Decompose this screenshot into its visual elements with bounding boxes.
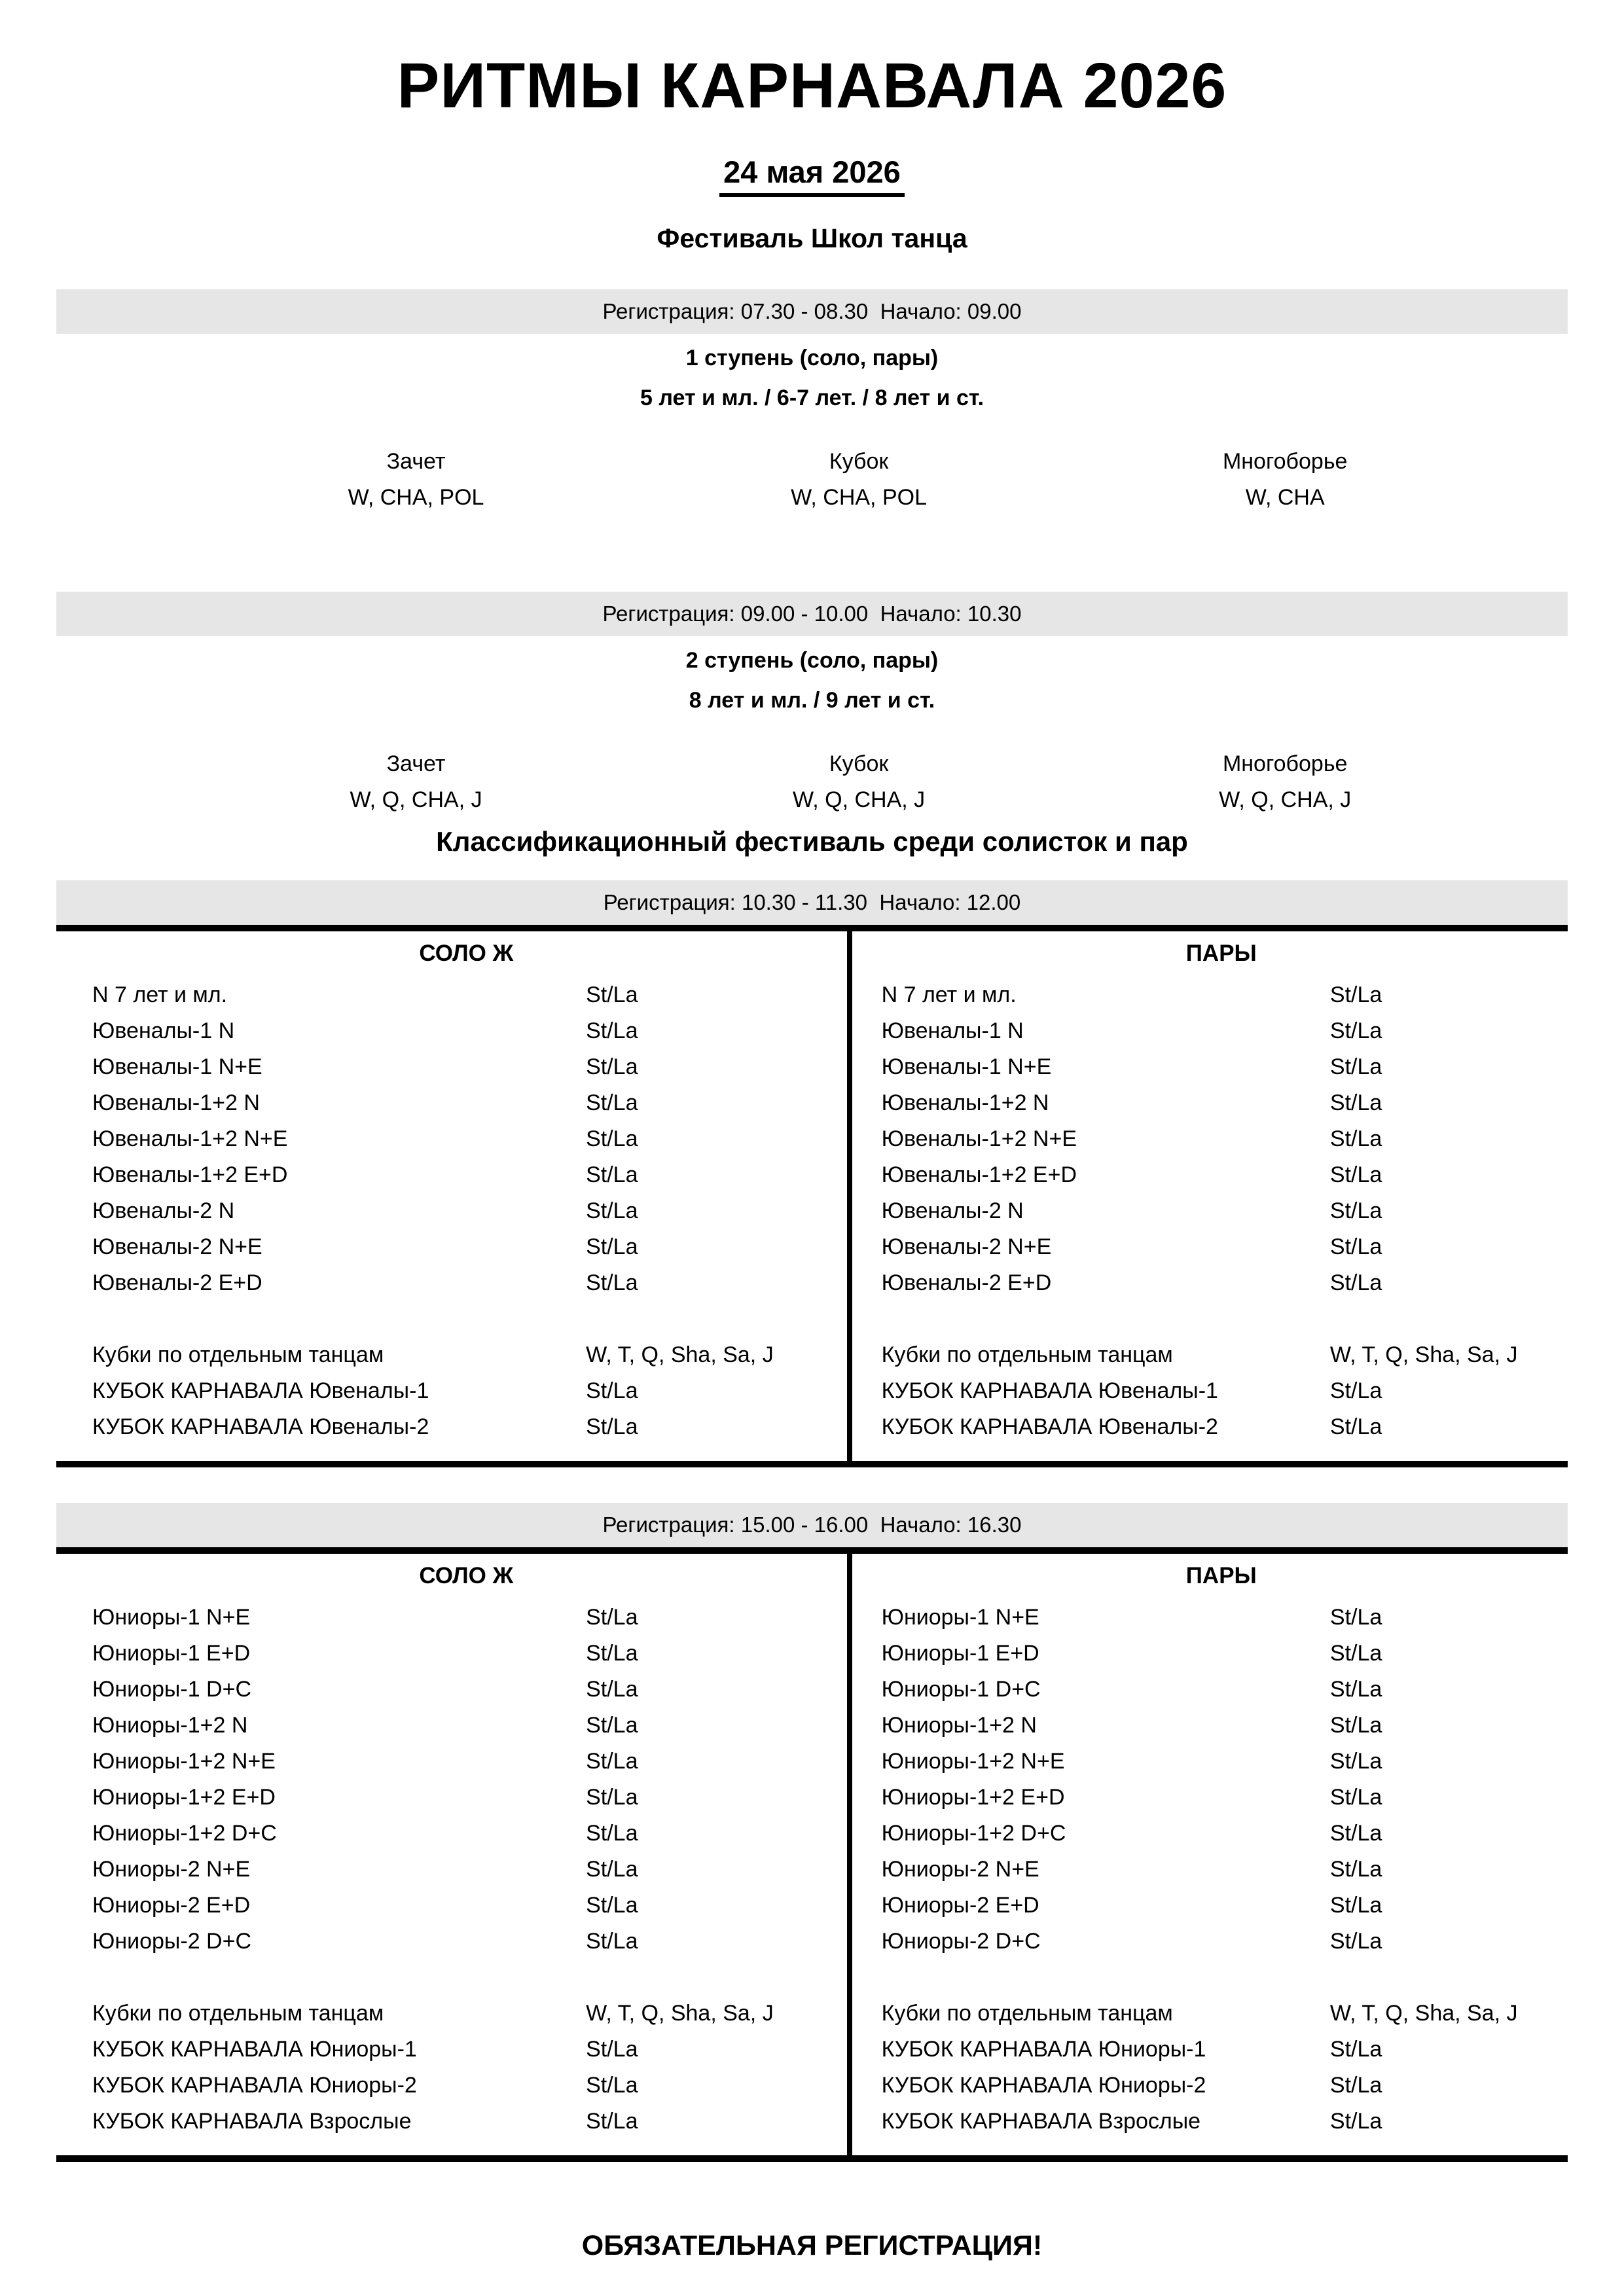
table-row (92, 1085, 840, 1121)
row-program: St/La (586, 1378, 638, 1403)
classification-session-1 (56, 880, 1568, 1467)
stage-1-title: 1 ступень (соло, пары) (685, 345, 939, 370)
solo-column-header: СОЛО Ж (419, 1562, 514, 1588)
table-row (92, 1672, 840, 1708)
row-program: St/La (586, 2108, 638, 2134)
table-row (92, 1960, 840, 1996)
row-program: St/La (1329, 2036, 1382, 2062)
row-category: Ювеналы-2 E+D (881, 1270, 1052, 1295)
table-row (882, 1337, 1561, 1373)
row-category: Юниоры-2 D+C (92, 1928, 252, 1954)
row-program: St/La (1329, 1712, 1382, 1738)
column-mnogoborye (1223, 449, 1348, 511)
registration-bar-stage-2: Регистрация: 09.00 - 10.00 Начало: 10.30 (56, 592, 1568, 636)
row-category: Юниоры-1+2 D+C (92, 1820, 277, 1846)
row-program: St/La (1329, 1126, 1382, 1151)
row-program: St/La (586, 1162, 638, 1187)
column-title: Многоборье (1222, 448, 1348, 474)
row-program: St/La (1329, 1856, 1382, 1882)
table-row (882, 2068, 1561, 2104)
table-row (882, 1193, 1561, 1229)
row-program: W, T, Q, Sha, Sa, J (586, 1342, 774, 1367)
row-program: St/La (1329, 1820, 1382, 1846)
row-category: КУБОК КАРНАВАЛА Взрослые (92, 2108, 412, 2134)
table-row (882, 1121, 1561, 1157)
column-dances: W, CHA, POL (791, 484, 927, 510)
table-row (92, 1744, 840, 1780)
row-category: Юниоры-1 E+D (881, 1640, 1039, 1666)
row-program: St/La (586, 1054, 638, 1079)
row-program: St/La (1329, 1234, 1382, 1259)
column-title: Кубок (829, 751, 889, 776)
row-program: St/La (1329, 1414, 1382, 1439)
table-row (882, 1780, 1561, 1816)
pairs-column (847, 931, 1568, 1461)
row-category: Юниоры-2 E+D (881, 1892, 1039, 1918)
stage-2-ages: 8 лет и мл. / 9 лет и ст. (689, 687, 935, 713)
row-category: КУБОК КАРНАВАЛА Юниоры-1 (881, 2036, 1206, 2062)
classification-heading: Классификационный фестиваль среди солисток и пар (436, 825, 1188, 857)
table-row (882, 1816, 1561, 1852)
row-category: Кубки по отдельным танцам (881, 1342, 1173, 1367)
row-category: КУБОК КАРНАВАЛА Юниоры-1 (92, 2036, 417, 2062)
row-category: Юниоры-2 D+C (881, 1928, 1041, 1954)
row-category: КУБОК КАРНАВАЛА Ювеналы-1 (881, 1378, 1218, 1403)
mandatory-registration-note: ОБЯЗАТЕЛЬНАЯ РЕГИСТРАЦИЯ! (581, 2229, 1043, 2261)
table-row (882, 1265, 1561, 1301)
session-2-table (56, 1547, 1568, 2162)
table-row (882, 1888, 1561, 1924)
table-row (882, 2104, 1561, 2140)
row-program: St/La (586, 1928, 638, 1954)
page-title: РИТМЫ КАРНАВАЛА 2026 (397, 50, 1227, 121)
table-row (882, 1013, 1561, 1049)
table-row (882, 1373, 1561, 1409)
row-program: St/La (1329, 1090, 1382, 1115)
row-program: St/La (1329, 2072, 1382, 2098)
row-category: КУБОК КАРНАВАЛА Юниоры-2 (92, 2072, 417, 2098)
table-row (92, 1157, 840, 1193)
column-kubok (793, 751, 925, 813)
table-row (92, 1265, 840, 1301)
table-row (92, 1301, 840, 1337)
row-category: Юниоры-1 N+E (881, 1604, 1039, 1630)
classification-session-2 (56, 1503, 1568, 2162)
table-row (882, 1924, 1561, 1960)
pairs-column (847, 1554, 1568, 2155)
registration-bar-session-1: Регистрация: 10.30 - 11.30 Начало: 12.00 (56, 880, 1568, 925)
row-program: St/La (586, 1676, 638, 1702)
row-category: КУБОК КАРНАВАЛА Юниоры-2 (881, 2072, 1206, 2098)
table-row (882, 1600, 1561, 1636)
solo-column-header: СОЛО Ж (419, 940, 514, 966)
row-category: Юниоры-1 E+D (92, 1640, 251, 1666)
column-mnogoborye (1219, 751, 1351, 813)
row-category: Ювеналы-2 N (881, 1198, 1024, 1223)
row-program: St/La (586, 1126, 638, 1151)
row-category: Ювеналы-1 N (92, 1018, 235, 1043)
table-row (92, 1816, 840, 1852)
row-program: St/La (1329, 1198, 1382, 1223)
row-category: Юниоры-1+2 E+D (92, 1784, 276, 1810)
row-program: St/La (1329, 1892, 1382, 1918)
row-category: Кубки по отдельным танцам (92, 1342, 384, 1367)
row-program: St/La (586, 1090, 638, 1115)
row-program: St/La (1329, 1640, 1382, 1666)
row-program: St/La (1329, 1604, 1382, 1630)
table-row (92, 977, 840, 1013)
row-program: St/La (1329, 1162, 1382, 1187)
column-dances: W, Q, CHA, J (793, 787, 926, 812)
column-dances: W, CHA, POL (348, 484, 484, 510)
row-category: Ювеналы-1+2 E+D (92, 1162, 288, 1187)
row-category: Кубки по отдельным танцам (92, 2000, 384, 2026)
row-program: St/La (586, 1234, 638, 1259)
row-program: St/La (1329, 1270, 1382, 1295)
row-category: Юниоры-2 N+E (92, 1856, 251, 1882)
event-date: 24 мая 2026 (719, 154, 905, 197)
row-category: Кубки по отдельным танцам (881, 2000, 1173, 2026)
table-row (882, 1744, 1561, 1780)
event-date-wrap (56, 154, 1568, 197)
row-program: W, T, Q, Sha, Sa, J (586, 2000, 774, 2026)
row-program: St/La (586, 1748, 638, 1774)
row-category: КУБОК КАРНАВАЛА Ювеналы-2 (92, 1414, 429, 1439)
row-category: N 7 лет и мл. (881, 982, 1017, 1007)
solo-column (56, 1554, 847, 2155)
stage-1-columns (56, 449, 1568, 521)
row-category: КУБОК КАРНАВАЛА Взрослые (881, 2108, 1201, 2134)
row-category: Юниоры-1+2 N (92, 1712, 248, 1738)
row-program: St/La (586, 982, 638, 1007)
row-category: Ювеналы-1 N+E (92, 1054, 262, 1079)
table-row (92, 2104, 840, 2140)
session-1-table (56, 925, 1568, 1467)
row-category: Ювеналы-1+2 N+E (881, 1126, 1077, 1151)
row-category: Ювеналы-2 N+E (881, 1234, 1052, 1259)
row-program: St/La (586, 1640, 638, 1666)
row-category: Юниоры-1 D+C (92, 1676, 252, 1702)
row-program: W, T, Q, Sha, Sa, J (1329, 2000, 1518, 2026)
row-program: St/La (1329, 1928, 1382, 1954)
table-row (882, 977, 1561, 1013)
row-category: Юниоры-1+2 N (881, 1712, 1037, 1738)
row-program: St/La (1329, 1784, 1382, 1810)
row-category: Ювеналы-1+2 N+E (92, 1126, 288, 1151)
table-row (92, 2068, 840, 2104)
table-row (92, 1337, 840, 1373)
row-category: Юниоры-1+2 D+C (881, 1820, 1066, 1846)
table-row (92, 1373, 840, 1409)
column-dances: W, Q, CHA, J (350, 787, 482, 812)
stage-1-ages: 5 лет и мл. / 6-7 лет. / 8 лет и ст. (640, 385, 984, 410)
row-category: Ювеналы-1+2 N (881, 1090, 1049, 1115)
table-row (882, 1708, 1561, 1744)
table-row (882, 2032, 1561, 2068)
pairs-column-header: ПАРЫ (1185, 940, 1257, 966)
table-row (882, 1157, 1561, 1193)
row-category: КУБОК КАРНАВАЛА Ювеналы-1 (92, 1378, 429, 1403)
table-row (882, 1636, 1561, 1672)
row-category: Юниоры-1+2 N+E (92, 1748, 276, 1774)
row-program: St/La (1329, 1018, 1382, 1043)
table-row (882, 1852, 1561, 1888)
row-program: St/La (1329, 1054, 1382, 1079)
row-program: St/La (586, 1820, 638, 1846)
row-category: Ювеналы-1+2 E+D (881, 1162, 1077, 1187)
table-row (92, 1636, 840, 1672)
table-row (882, 1301, 1561, 1337)
table-row (92, 1229, 840, 1265)
event-subtitle: Фестиваль Школ танца (657, 223, 967, 253)
row-program: St/La (1329, 1378, 1382, 1403)
row-program: St/La (586, 1018, 638, 1043)
table-row (92, 1780, 840, 1816)
stage-1-section (56, 289, 1568, 521)
row-program: St/La (586, 1198, 638, 1223)
row-program: St/La (586, 2072, 638, 2098)
row-program: St/La (586, 1712, 638, 1738)
row-category: Ювеналы-2 N (92, 1198, 235, 1223)
row-category: Юниоры-1 D+C (881, 1676, 1041, 1702)
column-dances: W, Q, CHA, J (1219, 787, 1352, 812)
row-category: Юниоры-1 N+E (92, 1604, 251, 1630)
table-row (882, 1229, 1561, 1265)
row-program: St/La (586, 2036, 638, 2062)
table-row (882, 1960, 1561, 1996)
row-program: St/La (1329, 982, 1382, 1007)
row-program: W, T, Q, Sha, Sa, J (1329, 1342, 1518, 1367)
column-title: Зачет (386, 448, 446, 474)
column-kubok (791, 449, 927, 511)
row-program: St/La (1329, 1748, 1382, 1774)
table-row (92, 1121, 840, 1157)
table-row (92, 1013, 840, 1049)
column-dances: W, CHA (1245, 484, 1325, 510)
row-program: St/La (586, 1784, 638, 1810)
row-category: N 7 лет и мл. (92, 982, 228, 1007)
column-title: Зачет (386, 751, 446, 776)
row-category: Ювеналы-2 N+E (92, 1234, 262, 1259)
table-row (92, 1600, 840, 1636)
table-row (92, 1852, 840, 1888)
table-row (882, 1049, 1561, 1085)
row-program: St/La (1329, 2108, 1382, 2134)
row-category: Ювеналы-1+2 N (92, 1090, 260, 1115)
table-row (882, 1996, 1561, 2032)
row-category: Ювеналы-1 N (881, 1018, 1024, 1043)
stage-2-title: 2 ступень (соло, пары) (685, 647, 939, 673)
table-row (882, 1085, 1561, 1121)
table-row (92, 2032, 840, 2068)
column-title: Кубок (829, 448, 889, 474)
row-category: Ювеналы-1 N+E (881, 1054, 1052, 1079)
row-program: St/La (1329, 1676, 1382, 1702)
row-program: St/La (586, 1270, 638, 1295)
table-row (92, 1924, 840, 1960)
pairs-column-header: ПАРЫ (1185, 1562, 1257, 1588)
column-zachet (348, 449, 484, 511)
table-row (92, 1409, 840, 1445)
table-row (92, 1996, 840, 2032)
table-row (882, 1409, 1561, 1445)
column-title: Многоборье (1222, 751, 1348, 776)
solo-column (56, 931, 847, 1461)
table-row (882, 1672, 1561, 1708)
stage-2-section (56, 592, 1568, 823)
table-row (92, 1193, 840, 1229)
row-program: St/La (586, 1892, 638, 1918)
row-category: Юниоры-1+2 N+E (881, 1748, 1065, 1774)
row-program: St/La (586, 1414, 638, 1439)
column-zachet (350, 751, 482, 813)
stage-2-columns (56, 751, 1568, 823)
row-category: Юниоры-1+2 E+D (881, 1784, 1065, 1810)
row-category: Юниоры-2 E+D (92, 1892, 251, 1918)
row-category: КУБОК КАРНАВАЛА Ювеналы-2 (881, 1414, 1218, 1439)
registration-bar-stage-1: Регистрация: 07.30 - 08.30 Начало: 09.00 (56, 289, 1568, 334)
row-category: Ювеналы-2 E+D (92, 1270, 262, 1295)
row-program: St/La (586, 1604, 638, 1630)
row-program: St/La (586, 1856, 638, 1882)
table-row (92, 1049, 840, 1085)
registration-bar-session-2: Регистрация: 15.00 - 16.00 Начало: 16.30 (56, 1503, 1568, 1547)
table-row (92, 1888, 840, 1924)
table-row (92, 1708, 840, 1744)
row-category: Юниоры-2 N+E (881, 1856, 1039, 1882)
